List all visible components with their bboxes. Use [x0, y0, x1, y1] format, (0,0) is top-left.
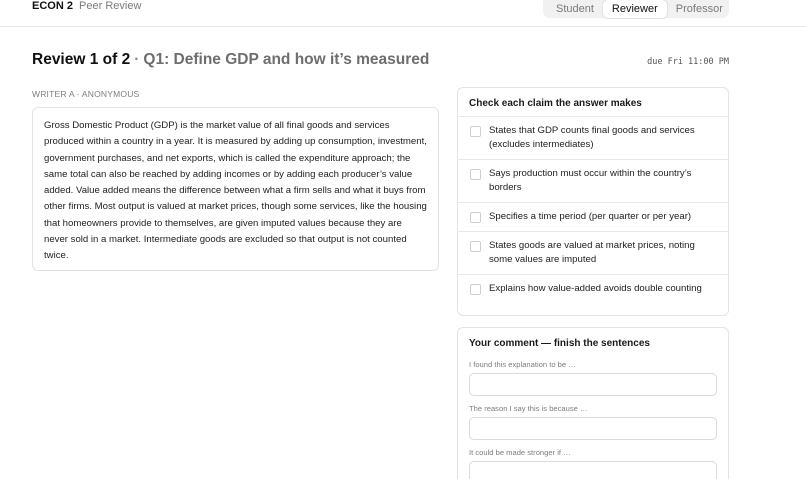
checkbox[interactable] — [470, 169, 481, 180]
claim-row[interactable] — [458, 275, 728, 316]
claim-label: Specifies a time period (per quarter or per year) — [489, 211, 692, 222]
title-separator: · — [134, 51, 140, 68]
comment-input-1[interactable] — [469, 373, 717, 396]
claim-row[interactable] — [458, 232, 728, 275]
role-switcher — [543, 0, 729, 18]
prompt-label: It could be made stronger if … — [469, 448, 571, 457]
prompt-label: The reason I say this is because … — [469, 404, 588, 413]
claim-row[interactable] — [458, 117, 728, 160]
page-title — [32, 51, 429, 69]
top-bar — [0, 0, 806, 27]
checkbox[interactable] — [470, 212, 481, 223]
checkbox[interactable] — [470, 284, 481, 295]
claim-label: Explains how value-added avoids double counting — [489, 283, 702, 294]
due-date: due Fri 11:00 PM — [647, 57, 729, 67]
comment-title: Your comment — finish the sentences — [469, 338, 650, 349]
claim-label: Says production must occur within the country’s borders — [489, 168, 692, 193]
role-reviewer-tab[interactable]: Reviewer — [603, 0, 667, 18]
comment-input-2[interactable] — [469, 417, 717, 440]
comment-input-3[interactable] — [469, 461, 717, 479]
comment-panel — [457, 327, 729, 479]
app-brand — [32, 0, 141, 13]
checklist-title: Check each claim the answer makes — [458, 88, 728, 117]
prompt-label: I found this explanation to be … — [469, 360, 576, 369]
claim-label: States goods are valued at market prices, noting some values are imputed — [489, 240, 695, 265]
checkbox[interactable] — [470, 241, 481, 252]
role-professor-tab[interactable]: Professor — [675, 2, 723, 15]
claims-checklist — [457, 87, 729, 316]
writer-label: WRITER A · ANONYMOUS — [32, 89, 140, 99]
answer-card — [32, 107, 439, 271]
claim-label: States that GDP counts final goods and services (excludes intermediates) — [489, 125, 695, 150]
answer-text: Gross Domestic Product (GDP) is the market value of all final goods and services produced within a country in a year. It is measured by adding up consumption, investment, government purchases, and net exports, which is called the expenditure approach; the same total can also be reached by adding incomes or by adding each producer’s value added. Value added means the difference between what a firm sells and what it buys from other firms. Most output is valued at market prices, though some services, like the housing that homeowners provide to themselves, are given imputed values because they are never sold in a market. Intermediate goods are excluded so that output is not counted twice. — [44, 120, 427, 262]
claim-row[interactable] — [458, 160, 728, 203]
section-name: Peer Review — [79, 0, 142, 12]
question-title: Q1: Define GDP and how it’s measured — [143, 51, 430, 68]
checkbox[interactable] — [470, 126, 481, 137]
claim-row[interactable] — [458, 203, 728, 232]
review-counter: Review 1 of 2 — [32, 51, 131, 68]
role-student-tab[interactable]: Student — [556, 2, 594, 15]
course-name: ECON 2 — [32, 0, 73, 12]
